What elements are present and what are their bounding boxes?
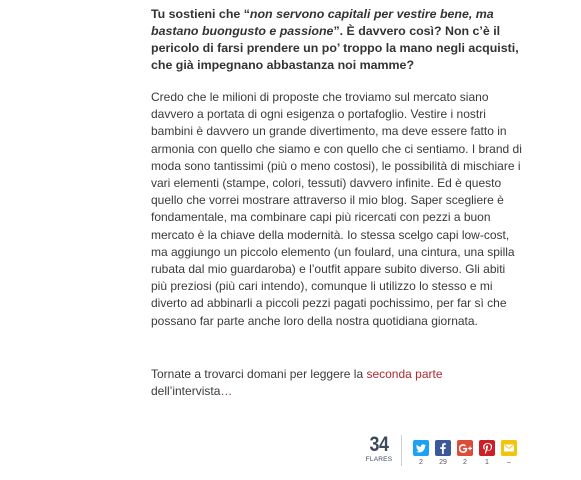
- pinterest-share-count: 1: [485, 459, 489, 466]
- flares-counter: [364, 434, 394, 464]
- closing-text: Tornate a trovarci domani per leggere la: [151, 366, 367, 381]
- article-content: [151, 6, 523, 400]
- flares-count: 34: [369, 433, 389, 456]
- seconda-parte-link[interactable]: seconda parte: [366, 366, 443, 381]
- pinterest-share-button[interactable]: [479, 440, 495, 456]
- interview-question: [151, 6, 523, 74]
- email-icon: [504, 444, 514, 452]
- read-more-link[interactable]: …: [220, 384, 233, 399]
- email-share-button[interactable]: [501, 440, 517, 456]
- facebook-icon: [440, 443, 446, 454]
- email-share-count: –: [507, 459, 511, 466]
- closing-text-end: dell’intervista: [151, 384, 221, 399]
- pinterest-icon: [483, 443, 492, 454]
- question-quote: non servono capitali per vestire bene, ma bastano buongusto e passione: [151, 7, 494, 38]
- google-plus-icon: [459, 444, 472, 453]
- interview-answer: Credo che le milioni di proposte che troviamo sul mercato siano davvero a portata di ogni esigenza o portafoglio. Vestire i nostri bambini è davvero un grande divertimento, ma deve essere fatto in armonia con quello che siamo e con quello che ci sentiamo. I brand di moda sono tantissimi (più o meno costosi), le possibilità di mischiare i vari elementi (stampe, colori, tessuti) davvero infinite. Ed è questo quello che vorrei mostrare attraverso il mio blog. Saper scegliere è fondamentale, ma combinare capi più ricercati con pezzi a buon mercato è la chiave della modernità. Io stessa scelgo capi low-cost, ma aggiungo un piccolo elemento (un foulard, una cintura, una spilla rubata dal mio guardaroba) e l’outfit appare subito diverso. Gli abiti più preziosi (più cari intendo), comunque li utilizzo lo stesso e mi diverto ad abbinarli a piccoli pezzi pagati pochissimo, per far sì che possano far parte anche loro della nostra quotidiana giornata.: [151, 90, 522, 328]
- facebook-share-button[interactable]: [435, 440, 451, 456]
- google-plus-share-count: 2: [463, 459, 467, 466]
- share-divider: [401, 435, 402, 466]
- twitter-icon: [416, 444, 426, 453]
- question-prefix: Tu sostieni che “: [151, 7, 250, 21]
- question-suffix: ”. È davvero così? Non c’è il pericolo di farsi prendere un po’ troppo la mano negli acquisti, che già impegnano abbastanza noi mamme?: [151, 24, 519, 72]
- flares-label: FLARES: [365, 456, 393, 463]
- closing-paragraph: [151, 366, 523, 400]
- twitter-share-button[interactable]: [413, 440, 429, 456]
- twitter-share-count: 2: [419, 459, 423, 466]
- facebook-share-count: 29: [439, 459, 447, 466]
- google-plus-share-button[interactable]: [457, 440, 473, 456]
